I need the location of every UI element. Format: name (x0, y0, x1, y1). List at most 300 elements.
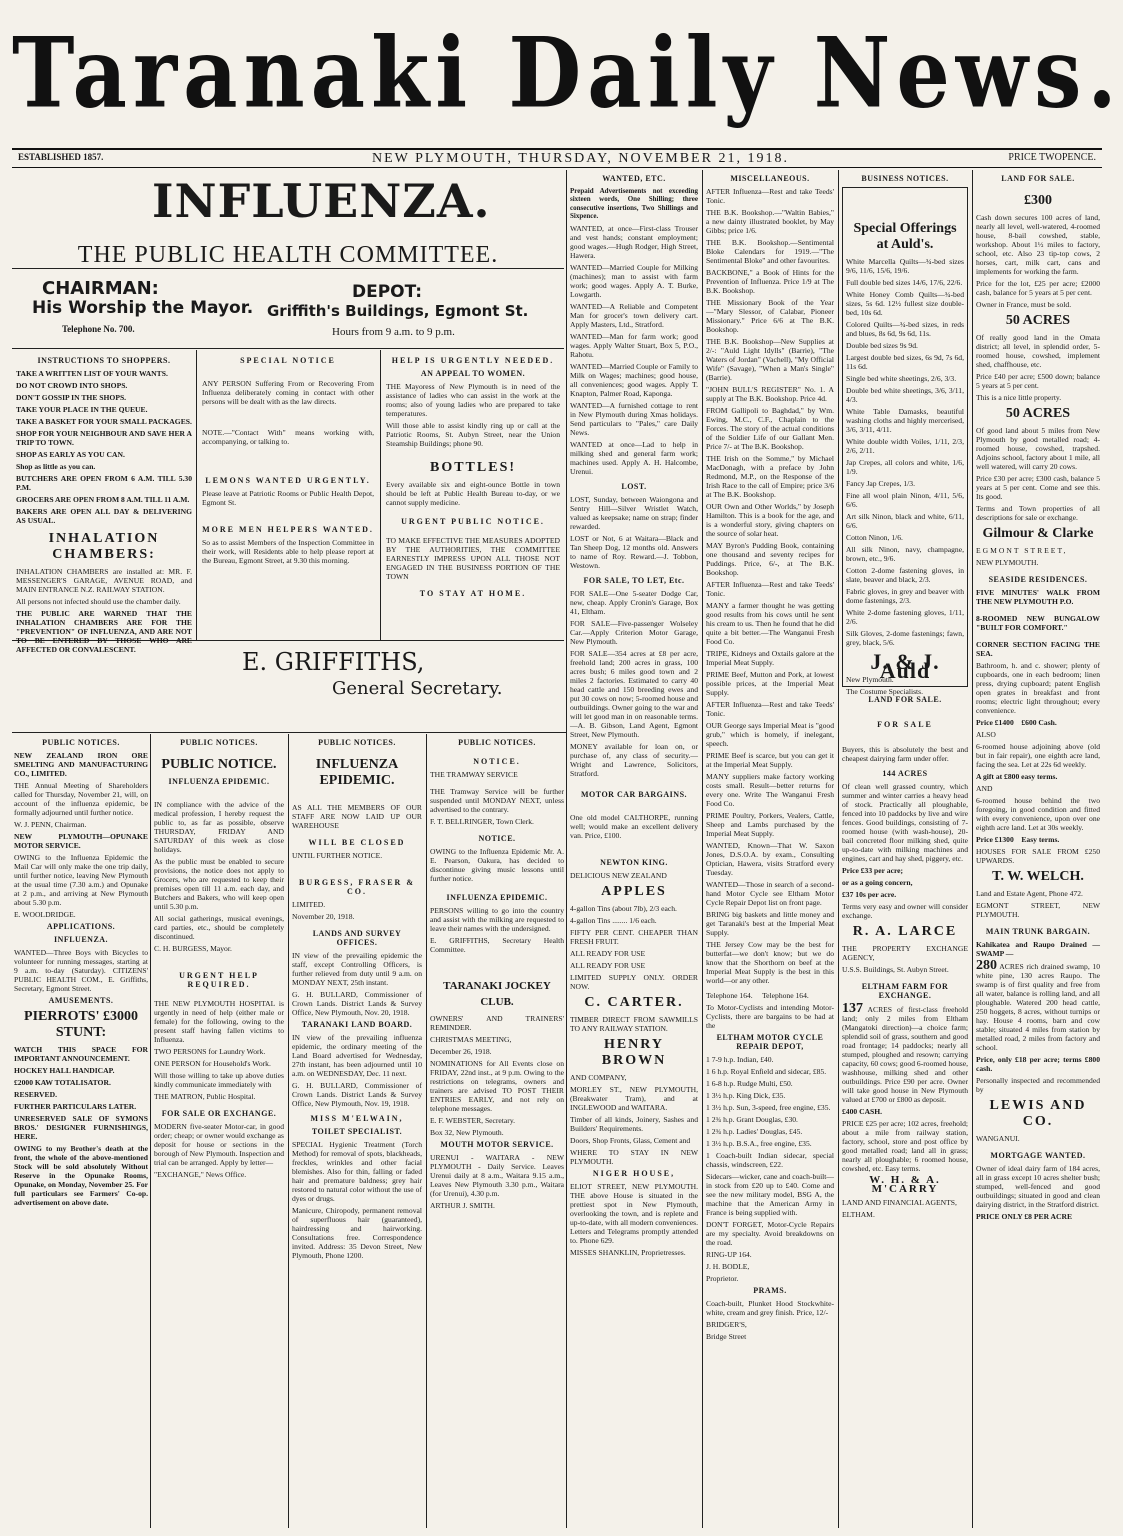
bottles-title: BOTTLES! (429, 460, 517, 475)
notice-text: URENUI - WAITARA - NEW PLYMOUTH - Daily Service. Leaves Urenui daily at 8 a.m., Waitara 9.15 a.m., Leaves New Plymouth 3.30 p.m., Waitara (for Urenui), 4.30 p.m. (430, 1153, 564, 1198)
lemons-title: LEMONS WANTED URGENTLY. (205, 476, 371, 485)
misc-item: MANY suppliers make factory working costs small. Result—better returns for every one. Write The Wanganui Fresh Food Co. (706, 772, 834, 808)
influenza-block (12, 170, 564, 730)
rule (380, 350, 381, 640)
pierrots-title: PIERROTS' £3000 STUNT: (24, 1009, 138, 1040)
cash-line: £400 CASH. (842, 1107, 883, 1116)
notice-signature: E. GRIFFITHS, Secretary Health Committee. (430, 936, 564, 954)
mccarry-title: W. H. & A. M'CARRY (869, 1174, 941, 1195)
offer-item: All silk Ninon, navy, champagne, brown, etc., 9/6. (846, 545, 964, 563)
notice-text: THE PROPERTY EXCHANGE AGENCY, (842, 944, 968, 962)
apples-line: 4-gallon Tins (about 7lb), 2/3 each. (570, 903, 677, 913)
notice-text: Owner in France, must be sold. (976, 300, 1072, 309)
misc-item: BRING big baskets and little money and get Taranaki's best at the Imperial Meat Supply. (706, 910, 834, 937)
notice-text: ELTHAM. (842, 1210, 875, 1219)
urgent-help-title: URGENT HELP REQUIRED. (179, 971, 259, 989)
misc-item: MANY a farmer thought he was getting good results from his cows until he sent his cream to us. Then he found that he did quite a bit better.—The Wanganui Fresh Food Co. (706, 601, 834, 646)
public-notices-column-2 (154, 736, 284, 1526)
eltham-farm-title: ELTHAM FARM FOR EXCHANGE. (861, 982, 949, 1000)
appeal-text: THE Mayoress of New Plymouth is in need of the assistance of ladies who can assist in the work at the rooms; also of young ladies who are prepared to take temperatures. (386, 382, 560, 418)
motorcycle-item: 1 2¾ h.p. Grant Douglas, £30. (706, 1115, 798, 1124)
wanted-column (570, 172, 698, 1526)
notice-text: Of really good land in the Omata district; all level, in splendid order, 5-roomed house, cowshed, implement shed, chaffhouse, etc. (976, 333, 1100, 369)
inhalation-text: INHALATION CHAMBERS are installed at: MR. F. MESSENGER'S GARAGE, AVENUE ROAD, and MAIN ENTRANCE N.Z. RAILWAY STATION. (16, 567, 192, 594)
auld-tagline: The Costume Specialists. (846, 687, 923, 696)
inhalation-title: INHALATION CHAMBERS: (48, 531, 160, 562)
help-title: HELP IS URGENTLY NEEDED. (391, 356, 555, 365)
rule (12, 268, 564, 269)
offer-item: Double bed sizes 9s 9d. (846, 341, 918, 350)
misc-list (706, 187, 834, 985)
special-offerings-title: Special Offerings at Auld's. (853, 221, 957, 252)
notice-text: Bathroom, h. and c. shower; plenty of cupboards, one in each bedroom; linen press, drying cupboard; patent English open grates in breakfast and front rooms; electric light throughout; every convenience. (976, 661, 1100, 715)
notice-text: LIMITED SUPPLY ONLY. ORDER NOW. (570, 972, 698, 991)
misc-item: THE Irish on the Somme," by Michael MacDonagh, with a preface by John Redmond, M.P., on the Response of the Irish Race to the call of Empire; price 3/6 at The B.K. Bookshop. (706, 454, 834, 499)
misc-item: THE B.K. Bookshop.—Sentimental Bloke Calendars for 1919.—"The Sentimental Bloke" and other favourites. (706, 238, 834, 265)
depot-hours: Hours from 9 a.m. to 9 p.m. (332, 326, 455, 338)
misc-item: MAY Byron's Pudding Book, containing one thousand and seventy recipes for Puddings. Price, 6/-, at The B.K. Bookshop. (706, 541, 834, 577)
notice-signature: C. H. BURGESS, Mayor. (154, 944, 232, 953)
notice-text: Land and Estate Agent, Phone 472. (976, 889, 1083, 898)
public-notices-column-3 (292, 736, 422, 1526)
offer-item: Cotton Ninon, 1/6. (846, 533, 903, 542)
auld-name: J. & J. Auld (870, 649, 940, 683)
notice-signature: ARTHUR J. SMITH. (430, 1201, 495, 1210)
notice-text: RESERVED. (14, 1090, 57, 1099)
wanted-item: WANTED at once—Lad to help in milking shed and general farm work; machines used. Apply A. H. Halcombe, Urenui. (570, 439, 698, 476)
offer-item: White Table Damasks, beautiful washing cloths and highly mercerised, 3/6, 3/11, 4/11. (846, 407, 964, 434)
stay-home-line: TO STAY AT HOME. (419, 589, 527, 598)
notice-signature: G. H. BULLARD, Commissioner of Crown Lands. District Lands & Survey Office, New Plymouth, Nov. 19, 1918. (292, 1081, 422, 1108)
notice-text: NOMINATIONS for All Events close on FRIDAY, 22nd inst., at 9 p.m. Owing to the restrictions on telegrams, owners and trainers are advised TO POST THEIR ENTRIES EARLY, and not rely on telephone messages. (430, 1059, 564, 1113)
auld-town: New Plymouth. (846, 675, 894, 684)
established-label: ESTABLISHED 1857. (18, 152, 104, 162)
offer-item: Fabric gloves, in grey and beaver with dome fastenings, 2/3. (846, 587, 964, 605)
seaside-title: SEASIDE RESIDENCES. (988, 575, 1088, 584)
notice-text: WANTED—Three Boys with Bicycles to volunteer for running messages, starting at 9 a.m. to-day (Saturday). CITIZENS' PUBLIC HEALTH COM., E. Griffiths, Secretary, Egmont Street. (14, 948, 148, 993)
column-header: BUSINESS NOTICES. (861, 174, 949, 183)
wanted-item: WANTED—A furnished cottage to rent in New Plymouth during Xmas holidays. Send particulars to "Pales," care Daily News. (570, 400, 698, 437)
notice-text: DON'T FORGET, Motor-Cycle Repairs are my specialty. Avoid breakdowns on the road. (706, 1220, 834, 1247)
auld-ad-box (842, 187, 968, 696)
misc-item: AFTER Influenza—Rest and take Teeds' Tonic. (706, 580, 834, 598)
wanted-item: WANTED, at once—First-class Trouser and vest hands; constant employment; good wages.—Hugh Rodger, High Street, Hawera. (570, 223, 698, 260)
section-header: INFLUENZA. (53, 935, 109, 944)
notice-signature: E. WOOLDRIDGE. (14, 910, 76, 919)
notice-text: Cash down secures 100 acres of land, nearly all level, well-watered, 4-roomed house, 8-bail cowshed, stable, workshop. About 1½ miles to factory, school, etc. Also 23 tip-top cows, 2 horses, cart, milk cart, cans and implements for working the farm. (976, 213, 1100, 276)
notice-signature: E. F. WEBSTER, Secretary. (430, 1116, 516, 1125)
special-notice-title: SPECIAL NOTICE (240, 356, 336, 365)
notice-text: HOCKEY HALL HANDICAP. (14, 1066, 115, 1075)
misc-item: THE Missionary Book of the Year—"Mary Slessor, of Calabar, Pioneer Missionary." Price 6/6 at The B.K. Bookshop. (706, 298, 834, 334)
larcf-title: R. A. LARCE (852, 924, 958, 939)
wanted-list (570, 224, 698, 476)
notice-text: Bridge Street (706, 1332, 747, 1341)
notice-text: 8-ROOMED NEW BUNGALOW "BUILT FOR COMFORT." (976, 614, 1100, 632)
price-line: £37 10s per acre. (842, 890, 897, 899)
business-column (842, 172, 968, 1526)
notice-text: IN view of the prevailing influenza epidemic, the ordinary meeting of the Land Board advertised for Wednesday, 27th instant, has been adjourned until 10 a.m. on WEDNESDAY, Dec. 11 next. (292, 1033, 422, 1078)
notice-text: PRICE ONLY £8 PER ACRE (976, 1212, 1073, 1221)
instruction-item: DON'T GOSSIP IN THE SHOPS. (16, 393, 127, 402)
inhalation-note: All persons not infected should use the chamber daily. (16, 597, 181, 606)
notice-text: LIMITED. (292, 900, 326, 909)
notice-signature: J. H. BODLE, (706, 1262, 750, 1271)
lost-item: LOST or Not, 6 at Waitara—Black and Tan Sheep Dog, 12 months old. Answers to name of Roy. Reward.—J. Tobbon, Westown. (570, 533, 698, 570)
column-rule (972, 170, 973, 1528)
special-notice-note: NOTE.—"Contact With" means working with, accompanying, or talking to. (202, 428, 374, 446)
notice-text: Manicure, Chiropody, permanent removal of superfluous hair (guaranteed), hairdressing and hairworking. Consultations free. Correspondence invited. Address: 35 Devon Street, New Plymouth, Phone 1200. (292, 1206, 422, 1260)
notice-text: PERSONS willing to go into the country and assist with the milking are requested to leave their names with the undersigned. (430, 906, 564, 933)
apples-list (570, 904, 698, 925)
section-header: LAND FOR SALE. (868, 695, 942, 704)
notice-text: Price £30 per acre; £300 cash, balance 5 years at 5 per cent. Come and see this. Its good. (976, 474, 1100, 501)
misc-item: OUR Own and Other Worlds," by Joseph Hamilton. This is a book for the age, and is a wonderful story, giving chapters on the source of solar heat. (706, 502, 834, 538)
instruction-item: TAKE A BASKET FOR YOUR SMALL PACKAGES. (16, 417, 192, 426)
committee-title: THE PUBLIC HEALTH COMMITTEE. (77, 242, 499, 268)
notice-text: Kahikatea and Raupo Drained — SWAMP — (976, 940, 1100, 958)
sale-item: FOR SALE—354 acres at £8 per acre, freehold land; 200 acres in grass, 100 acres bush; 6 miles good town and 2 miles 2 factories. Estimated to carry 40 head cattle and 150 breeding ewes and put 30 cows on now; 5-roomed house and outbuildings. Owner going to the war and will let good man in on reasonable terms.—A. B. Gibson, Land Agent, Egmont Street, New Plymouth. (570, 648, 698, 739)
notice-text: OWING to the Influenza Epidemic the Mail Car will only make the one trip daily, until further notice, leaving New Plymouth at the usual time (7.30 a.m.) and Opunake at 2 p.m., and arriving at New Plymouth about 5.30 p.m. (14, 853, 148, 907)
masthead (12, 8, 1123, 148)
instruction-item: GROCERS ARE OPEN FROM 8 A.M. TILL 11 A.M. (16, 495, 190, 504)
misc-item: "JOHN BULL'S REGISTER" No. 1. A supply at The B.K. Bookshop. Price 4d. (706, 385, 834, 403)
notice-text: To Motor-Cyclists and intending Motor-Cyclists, there are bargains to be had at the (706, 1003, 834, 1030)
notice-text: CORNER SECTION FACING THE SEA. (976, 640, 1100, 658)
notice-text: AND COMPANY, (570, 1072, 627, 1082)
secretary-title: General Secretary. (332, 678, 503, 699)
notice-text: OWING to the Influenza Epidemic Mr. A. E. Pearson, Oakura, has decided to discontinue giving music lessons until further notice. (430, 847, 564, 883)
inhalation-warning: THE PUBLIC ARE WARNED THAT THE INHALATION CHAMBERS ARE FOR THE "PREVENTION" OF INFLUENZA, AND ARE NOT TO BE ENTERED BY THOSE WHO ARE AFFECTED OR CONVALESCENT. (16, 609, 192, 654)
notice-text: LAND AND FINANCIAL AGENTS, (842, 1198, 957, 1207)
notice-text: SPECIAL Hygienic Treatment (Torch Method) for removal of spots, blackheads, freckles, wrinkles and other facial blemishes. Also for thin, falling or faded hair and premature baldness; grey hair restored to natural color without the use of dyes or drugs. (292, 1140, 422, 1203)
sale-item: MONEY available for loan on, or purchase of, any class of security.—Wright and Lawrence, Solicitors, Stratford. (570, 741, 698, 778)
notice-text: All social gatherings, musical evenings, card parties, etc., should be completely discontinued. (154, 914, 284, 941)
notice-text: Price for the lot, £25 per acre; £2000 cash, balance for 5 years at 5 per cent. (976, 279, 1100, 297)
offer-item: Cotton 2-dome fastening gloves, in slate, beaver and black, 2/3. (846, 566, 964, 584)
price-line: or as a going concern, (842, 878, 913, 887)
section-header: MOTOR CAR BARGAINS. (580, 789, 688, 799)
section-header: INFLUENZA EPIDEMIC. (446, 893, 548, 902)
toilet-specialist-title: TOILET SPECIALIST. (311, 1127, 403, 1136)
notice-text: CHRISTMAS MEETING, (430, 1035, 512, 1044)
motorcycle-item: 1 3½ h.p. Sun, 3-speed, free engine, £35. (706, 1103, 831, 1112)
price-300-title: £300 (1024, 193, 1052, 208)
lemons-text: Please leave at Patriotic Rooms or Public Health Depot, Egmont St. (202, 489, 374, 507)
offer-item: Fine all wool plain Ninon, 4/11, 5/6, 6/6. (846, 491, 964, 509)
henry-brown-title: HENRY BROWN (601, 1036, 667, 1068)
wanted-item: WANTED—Man for farm work; good wages. Apply Walter Stuart, Box 5, P.O., Rahotu. (570, 331, 698, 359)
lost-item: LOST, Sunday, between Waiongona and Sentry Hill—Silver Wristlet Watch, valued as keepsake; name on strap; finder rewarded. (570, 494, 698, 531)
notice-heading: UNRESERVED SALE OF SYMONS BROS.' DESIGNER FURNISHINGS, HERE. (14, 1114, 148, 1141)
notice-signature: MISSES SHANKLIN, Proprietresses. (570, 1247, 686, 1257)
notice-text: OWNERS' AND TRAINERS' REMINDER. (430, 1014, 564, 1032)
notice-text: Terms and Town properties of all descriptions for sale or exchange. (976, 504, 1100, 522)
notice-text: THE Tramway Service will be further suspended until MONDAY NEXT, unless advertised to the contrary. (430, 787, 564, 814)
notice-signature: THE MATRON, Public Hospital. (154, 1092, 256, 1101)
notice-text: Sidecars—wicker, cane and coach-built—in stock from £20 up to £40. Come and see the new military model, BSG A, the machine that the American Army in France is being supplied with. (706, 1172, 834, 1217)
column-header: WANTED, ETC. (602, 174, 666, 183)
notice-text: THE NEW PLYMOUTH HOSPITAL is urgently in need of help (either male or female) for the following, owing to the present staff having fallen victims to Influenza. (154, 999, 284, 1044)
offer-item: Double bed white sheetings, 3/6, 3/11, 4/3. (846, 386, 964, 404)
instruction-item: DO NOT CROWD INTO SHOPS. (16, 381, 128, 390)
notice-text: FIFTY PER CENT. CHEAPER THAN FRESH FRUIT. (570, 927, 698, 946)
public-notices-column-1 (14, 736, 148, 1526)
section-header: FOR SALE OR EXCHANGE. (161, 1109, 277, 1118)
price-1400: Price £1400 (976, 718, 1014, 727)
notice-text: Of clean well grassed country, which summer and winter carries a heavy head of stock. Practically all ploughable, fenced into 10 paddocks by live and wire fences. Good buildings, consisting of 7-roomed house (with wash-house), 20-bail concreted floor milking shed, quite up-to-date with milking machines and engines, cart and hay shed, piggery, etc. (842, 782, 968, 863)
notice-text: THE TRAMWAY SERVICE (430, 770, 518, 779)
rule (12, 732, 566, 733)
price-line (976, 718, 1100, 727)
motorcycle-item: 1 3½ h.p. King Dick, £35. (706, 1091, 786, 1100)
notice-text: PRICE £25 per acre; 102 acres, freehold; about a mile from railway station, factory, school, store and post office by good metalled road; land all in grass; nearly all ploughable; 6 roomed house, cowshed, etc. Easy terms. (842, 1119, 968, 1173)
lewis-title: LEWIS AND CO. (989, 1098, 1087, 1129)
notice-text: EGMONT STREET, NEW PLYMOUTH. (976, 901, 1100, 919)
influenza-epidemic-title: INFLUENZA EPIDEMIC. (315, 757, 399, 788)
instruction-item: TAKE YOUR PLACE IN THE QUEUE. (16, 405, 148, 414)
urgent-notice-title: URGENT PUBLIC NOTICE. (401, 517, 545, 526)
notice-text: Terms very easy and owner will consider exchange. (842, 902, 968, 920)
column-header: PUBLIC NOTICES. (180, 738, 258, 747)
wanted-item: WANTED—Married Couple or Family to Milk on Wages; machines; good house, all conveniences; good wages. Apply T. Knapton, Palmer Road, Kaponga. (570, 361, 698, 398)
secretary-name: E. GRIFFITHS, (242, 648, 425, 676)
column-rule (150, 734, 151, 1528)
main-trunk-title: MAIN TRUNK BARGAIN. (985, 927, 1091, 936)
depot-address: Griffith's Buildings, Egmont St. (267, 302, 529, 320)
notice-signature: G. H. BULLARD, Commissioner of Crown Lands. District Lands & Survey Office, New Plymouth, Nov. 20, 1918. (292, 990, 422, 1017)
notice-text: FURTHER PARTICULARS LATER. (14, 1102, 137, 1111)
notice-text: MODERN five-seater Motor-car, in good order; cheap; or owner would exchange as deposit for house or sections in the borough of New Plymouth. Inspection and trial can be arranged. Apply by letter— (154, 1122, 284, 1167)
notice-text: EGMONT STREET, (976, 546, 1068, 555)
notice-text: MORLEY ST., NEW PLYMOUTH, (Breakwater Tram), and at INGLEWOOD and WAITARA. (570, 1084, 698, 1112)
instructions-list (16, 369, 192, 525)
prams-title: PRAMS. (753, 1286, 787, 1295)
notice-text: Doors, Shop Fronts, Glass, Cement and (570, 1135, 691, 1145)
column-header: PUBLIC NOTICES. (42, 738, 120, 747)
acres-280-number: 280 (976, 958, 997, 973)
instructions-title: INSTRUCTIONS TO SHOPPERS. (37, 356, 171, 365)
notice-text: U.S.S. Buildings, St. Aubyn Street. (842, 965, 949, 974)
column-header: PUBLIC NOTICES. (318, 738, 396, 747)
notice-text: Will those willing to take up above duties kindly communicate immediately with (154, 1071, 284, 1089)
bottles-text: Every available six and eight-ounce Bottle in town should be left at Public Health Bureau to-day, or we cannot supply medicine. (386, 480, 560, 507)
telephone-line (706, 991, 834, 1000)
acres-144-title: 144 ACRES (882, 769, 928, 778)
notice-text: A gift at £800 easy terms. (976, 772, 1058, 781)
misc-item: OUR George says Imperial Meat is "good grub," which is homely, if inelegant, speech. (706, 721, 834, 748)
offers-list (846, 257, 964, 647)
notice-text: ALL READY FOR USE (570, 960, 646, 970)
rates-text: Prepaid Advertisements not exceeding sixteen words, One Shilling; three consecutive insertions, Two Shillings and Sixpence. (570, 187, 698, 221)
motorcycle-item: 1 6-8 h.p. Rudge Multi, £50. (706, 1079, 793, 1088)
miscellaneous-column (706, 172, 834, 1526)
notice-text: December 26, 1918. (430, 1047, 492, 1056)
price-line (976, 835, 1100, 844)
misc-item: WANTED, Known—That W. Saxon Jones, D.S.O.A. by exam., Consulting Optician, Hawera, visits Stratford every Tuesday. (706, 841, 834, 877)
carter-title: C. CARTER. (584, 994, 684, 1010)
misc-item: THE B.K. Bookshop.—"Waltin Babies," a new dainty illustrated booklet, by May Gibbs; price 1/6. (706, 208, 834, 235)
notice-heading: NEW ZEALAND IRON ORE SMELTING AND MANUFACTURING CO., LIMITED. (14, 751, 148, 778)
offer-item: Colored Quilts—¾-bed sizes, in reds and blues, 8s 6d, 9s 6d, 11s. (846, 320, 964, 338)
instruction-item: BUTCHERS ARE OPEN FROM 6 A.M. TILL 5.30 P.M. (16, 474, 192, 492)
epidemic-title: INFLUENZA EPIDEMIC. (168, 777, 270, 786)
column-rule (566, 170, 567, 1528)
notice-signature: F. T. BELLRINGER, Town Clerk. (430, 817, 534, 826)
misc-item: AFTER Influenza—Rest and take Teeds' Tonic. (706, 700, 834, 718)
column-header: LAND FOR SALE. (1001, 174, 1075, 183)
offer-item: White double width Voiles, 1/11, 2/3, 2/6, 2/11. (846, 437, 964, 455)
notice-text: NEW PLYMOUTH. (976, 558, 1039, 567)
mortgage-title: MORTGAGE WANTED. (990, 1151, 1086, 1160)
offer-item: Jap Crepes, all colors and white, 1/6, 1/9. (846, 458, 964, 476)
for-sale-title: FOR SALE (877, 720, 933, 729)
misc-item: THE Jersey Cow may be the best for butterfat—we don't know; but we do know that the Shorthorn on beef at the Imperial Meat Supply is the best in this world—or any other. (706, 940, 834, 985)
section-header: APPLICATIONS. (46, 922, 116, 931)
motorcycle-item: 1 3½ h.p. B.S.A., free engine, £35. (706, 1139, 812, 1148)
notice-text: ALSO (976, 730, 996, 739)
notice-text: Coach-built, Plunket Hood Stockwhite-white, cream and grey finish. Price, 12/- (706, 1299, 834, 1317)
section-header: FOR SALE, TO LET, Etc. (583, 575, 685, 585)
notice-text: Timber of all kinds, Joinery, Sashes and Builders' Requirements. (570, 1114, 698, 1133)
welch-title: T. W. WELCH. (992, 869, 1084, 884)
notice-text: One old model CALTHORPE, running well; would make an excellent delivery van. Price, £100. (570, 812, 698, 840)
instruction-item: TAKE A WRITTEN LIST OF YOUR WANTS. (16, 369, 168, 378)
notice-text: OWING to my Brother's death at the front, the whole of the above-mentioned Stock will be sold absolutely Without Reserve in the Opunake Rooms, Opunake, on Monday, November 25. For full particulars see Farmers' Co-op. advertisement on above date. (14, 1144, 148, 1207)
notice-text: ACRES rich drained swamp, 10 white pine, 130 acres Raupo. The swamp is of first quality and free from all water, balance is rolling land, and all ploughable. Watered 200 head cattle, 250 hoggets, 8 acres, without turnips or hay. House 4 rooms, barn and cow stable; situated 4 miles from station by metalled road, 2 miles from factory and school. (976, 962, 1101, 1052)
lost-list (570, 495, 698, 570)
notice-text: Price £40 per acre; £500 down; balance 5 years at 5 per cent. (976, 372, 1100, 390)
notice-text: IN view of the prevailing epidemic the staff, except Controlling Officers, is further relieved from duty until 9 a.m. on MONDAY NEXT, 25th instant. (292, 951, 422, 987)
notice-text: TWO PERSONS for Laundry Work. (154, 1047, 266, 1056)
offer-item: Silk Gloves, 2-dome fastenings; fawn, grey, black, 5/6. (846, 629, 964, 647)
notice-text: Proprietor. (706, 1274, 739, 1283)
burgess-fraser-title: BURGESS, FRASER & CO. (298, 878, 415, 896)
notice-title: NOTICE. (473, 757, 521, 766)
apples-line: 4-gallon Tins ........ 1/6 each. (570, 915, 657, 925)
notice-text: AND (976, 784, 993, 793)
offer-item: Single bed white sheetings, 2/6, 3/3. (846, 374, 957, 383)
instruction-item: SHOP AS EARLY AS YOU CAN. (16, 450, 125, 459)
jockey-club-title: TARANAKI JOCKEY CLUB. (443, 980, 551, 1008)
notice-signature: BRIDGER'S, (706, 1320, 747, 1329)
misc-item: PRIME Poultry, Porkers, Vealers, Cattle, Sheep and Lambs purchased by the Imperial Meat Supply. (706, 811, 834, 838)
gilmour-title: Gilmour & Clarke (982, 526, 1094, 541)
appeal-column (386, 354, 560, 638)
section-header: TARANAKI LAND BOARD. (301, 1020, 413, 1029)
niger-house-title: NIGER HOUSE, (592, 1168, 676, 1178)
offer-item: Fancy Jap Crepes, 1/3. (846, 479, 915, 488)
notice-text: ALL READY FOR USE (570, 948, 646, 958)
notice-text: IN compliance with the advice of the medical profession, I hereby request the public to, as far as possible, observe THURSDAY, FRIDAY AND SATURDAY of this week as close holidays. (154, 800, 284, 854)
notice-text: WHERE TO STAY IN NEW PLYMOUTH. (570, 1147, 698, 1166)
cash-600: £600 Cash. (1021, 718, 1057, 727)
notice-text: Personally inspected and recommended by (976, 1076, 1100, 1094)
wanted-item: WANTED—A Reliable and Competent Man for grocer's town delivery cart. Apply Masters, Ltd., Stratford. (570, 301, 698, 329)
appeal-text-2: Will those able to assist kindly ring up or call at the Patriotic Rooms, St. Aubyn Street, near the Union Steamship Buildings; phone 90. (386, 421, 560, 448)
notice-text: DELICIOUS NEW ZEALAND (570, 870, 667, 880)
misc-item: WANTED—Those in search of a second-hand Motor Cycle see Eltham Motor Cycle Repair Depot list on front page. (706, 880, 834, 907)
notice-text: UNTIL FURTHER NOTICE. (292, 851, 383, 860)
mcelwain-title: MISS M'ELWAIN, (310, 1114, 404, 1123)
column-rule (426, 734, 427, 1528)
notice-title: NOTICE. (478, 834, 516, 843)
moto-list (706, 1055, 834, 1169)
closed-line: WILL BE CLOSED (308, 838, 406, 847)
misc-item: BACKBONE," a Book of Hints for the Prevention of Influenza. Price 1/9 at The B.K. Bookshop. (706, 268, 834, 295)
notice-text: TIMBER DIRECT FROM SAWMILLS TO ANY RAILWAY STATION. (570, 1014, 698, 1033)
men-helpers-text: So as to assist Members of the Inspection Committee in their work, will Residents able to help please report at the Bureau, Egmont Street, at 9.30 this morning. (202, 538, 374, 565)
notice-text: HOUSES FOR SALE FROM £250 UPWARDS. (976, 847, 1100, 865)
notice-text: November 20, 1918. (292, 912, 355, 921)
masthead-title: Taranaki Daily News. (12, 15, 1123, 130)
notice-text: THE Annual Meeting of Shareholders called for Thursday, November 21, will, on account of the influenza epidemic, be formally adjourned until further notice. (14, 781, 148, 817)
notice-text: ONE PERSON for Household's Work. (154, 1059, 271, 1068)
telephone-right: Telephone 164. (762, 991, 809, 1000)
easy-terms: Easy terms. (1021, 835, 1060, 844)
notice-text: WANGANUI. (976, 1134, 1020, 1143)
section-header: AMUSEMENTS. (48, 996, 114, 1005)
sale-item: FOR SALE—Five-passenger Wolseley Car.—Apply Criterion Motor Garage, New Plymouth. (570, 618, 698, 646)
notice-text: 6-roomed house behind the two foregoing, in good condition and fitted with every convenience, upon over one eighth acre land. Let at 30s weekly. (976, 796, 1100, 832)
column-rule (702, 170, 703, 1528)
notice-text: FIVE MINUTES' WALK FROM THE NEW PLYMOUTH P.O. (976, 588, 1100, 606)
misc-item: AFTER Influenza—Rest and take Teeds' Tonic. (706, 187, 834, 205)
offer-item: Art silk Ninon, black and white, 6/11, 6/6. (846, 512, 964, 530)
notice-text: Owner of ideal dairy farm of 184 acres, all in grass except 10 acres shelter bush; stumped, well-fenced and good outbuildings; situated in good and clean dairying district, in the Stratford district. (976, 1164, 1100, 1209)
land-column (976, 172, 1100, 1526)
eltham-depot-title: ELTHAM MOTOR CYCLE REPAIR DEPOT, (716, 1033, 824, 1051)
misc-item: PRIME Beef is scarce, but you can get it at the Imperial Meat Supply. (706, 751, 834, 769)
column-header: PUBLIC NOTICES. (458, 738, 536, 747)
acres-137-number: 137 (842, 1001, 863, 1016)
notice-signature: W. J. PENN, Chairman. (14, 820, 87, 829)
offer-item: White Marcella Quilts—¾-bed sizes 9/6, 11/6, 15/6, 19/6. (846, 257, 964, 275)
men-helpers-title: MORE MEN HELPERS WANTED. (202, 525, 374, 534)
special-notice-column (202, 354, 374, 638)
notice-signature: "EXCHANGE," News Office. (154, 1170, 247, 1179)
chairman-label: CHAIRMAN: (42, 278, 159, 299)
column-rule (288, 734, 289, 1528)
chairman-name: His Worship the Mayor. (32, 298, 254, 318)
price-1300: Price £1300 (976, 835, 1014, 844)
telephone-left: Telephone 164. (706, 991, 753, 1000)
public-notices-column-4 (430, 736, 564, 1526)
acres-50b-title: 50 ACRES (1005, 406, 1071, 421)
notice-text: £2000 KAW TOTALISATOR. (14, 1078, 111, 1087)
notice-text: AS ALL THE MEMBERS OF OUR STAFF ARE NOW LAID UP OUR WAREHOUSE (292, 803, 422, 830)
notice-text: Buyers, this is absolutely the best and cheapest dairying farm under offer. (842, 745, 968, 763)
influenza-title: INFLUENZA. (152, 174, 491, 228)
misc-item: THE B.K. Bookshop—New Supplies at 2/-: "Auld Light Idylls" (Barrie), "The Waters of Jordan" (Vachell), "My Official Wife" (Savage), "When a Man's Single" (Barrie). (706, 337, 834, 382)
notice-text: Price, only £18 per acre; terms £800 cash. (976, 1055, 1100, 1073)
price-line: Price £33 per acre; (842, 866, 904, 875)
notice-text: ACRES of first-class freehold land; only 2 miles from Eltham (Mangatoki direction)—a choice farm; splendid soil of grass, southern and good road frontage; 14 paddocks; nearly all stumped, ploughed and resown; carrying capacity, 60 cows; good 6-roomed house, washhouse, milking shed and other outbuildings. Price £90 per acre. Owner will take good house in New Plymouth valued at £700 or £800 as deposit. (842, 1005, 968, 1104)
offer-item: Largest double bed sizes, 6s 9d, 7s 6d, 11s 6d. (846, 353, 964, 371)
acres-50-title: 50 ACRES (1005, 313, 1071, 328)
notice-text: 6-roomed house adjoining above (old but in fair repair), one eighth acre land, facing the sea. Let at 22s 6d weekly. (976, 742, 1100, 769)
notice-text: As the public must be enabled to secure provisions, the notice does not apply to Grocers, who are requested to keep their premises open till 11 a.m. each day, and Butchers and Bakers, who will keep open until 5.30 p.m. (154, 857, 284, 911)
notice-text: ELIOT STREET, NEW PLYMOUTH. THE above House is situated in the prettiest spot in New Plymouth, overlooking the town, and is replete and up-to-date, with all modern conveniences. Letters and Telegrams promptly attended to. Phone 629. (570, 1181, 698, 1245)
dateline: NEW PLYMOUTH, THURSDAY, NOVEMBER 21, 1918. (372, 151, 789, 166)
motorcycle-item: 1 2¾ h.p. Ladies' Douglas, £45. (706, 1127, 803, 1136)
offer-item: Full double bed sizes 14/6, 17/6, 22/6. (846, 278, 963, 287)
offer-item: White 2-dome fastening gloves, 1/11, 2/6. (846, 608, 964, 626)
newton-king-title: NEWTON KING. (600, 857, 668, 867)
instruction-item: SHOP FOR YOUR NEIGHBOUR AND SAVE HER A TRIP TO TOWN. (16, 429, 192, 447)
dateline-bar (12, 148, 1102, 168)
telephone-line: Telephone No. 700. (62, 324, 135, 334)
